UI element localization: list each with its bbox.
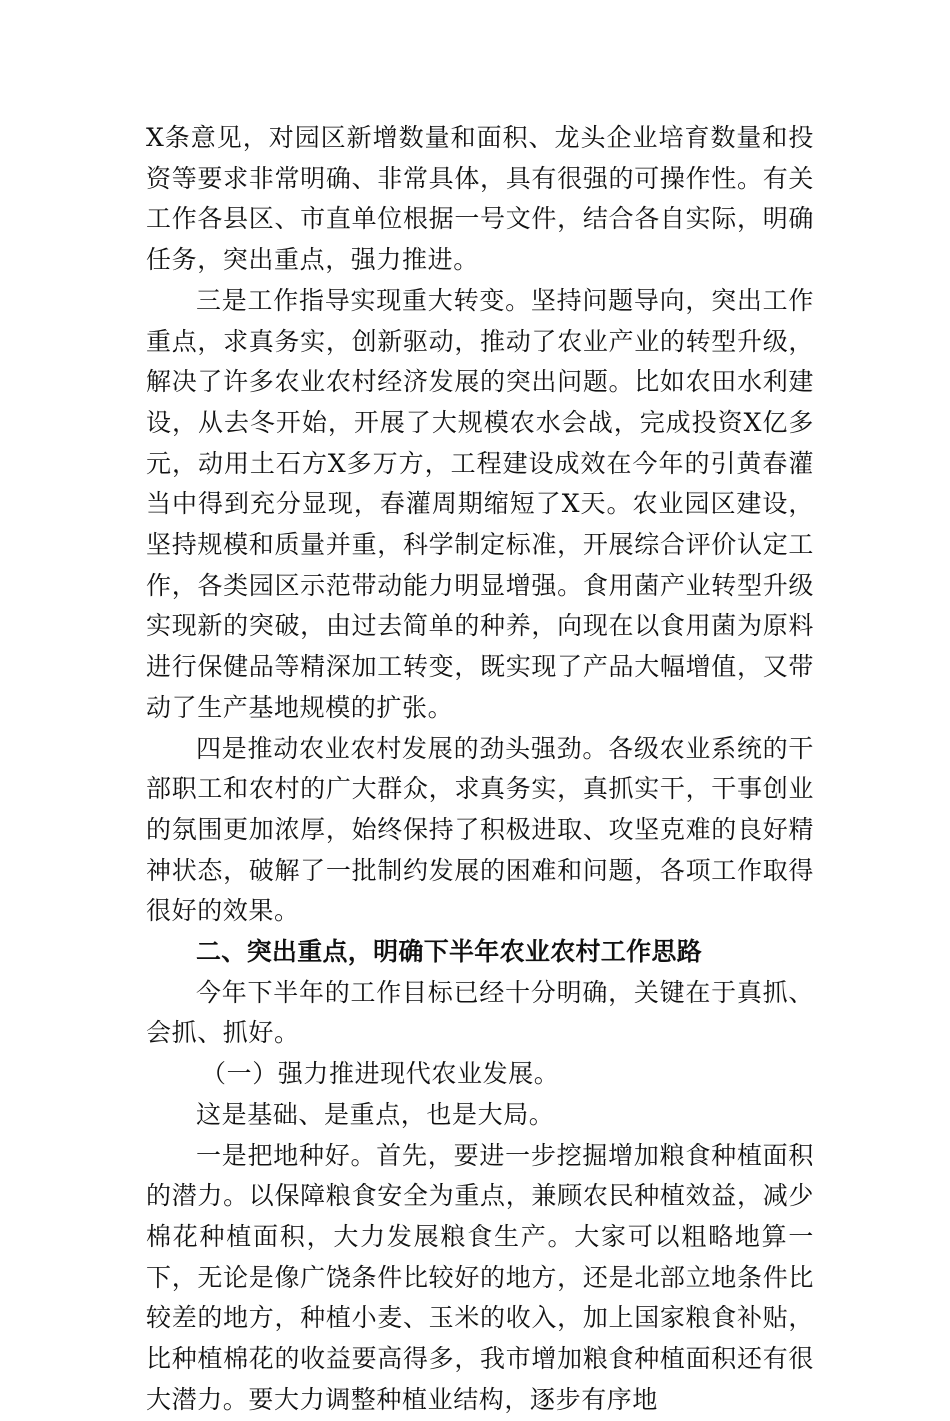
paragraph-item-four: 四是推动农业农村发展的劲头强劲。各级农业系统的干部职工和农村的广大群众，求真务实，真抓实干，干事创业的氛围更加浓厚，始终保持了积极进取、攻坚克难的良好精神状态，破解了一批制约发展的困难和问题，各项工作取得很好的效果。 [146, 733, 814, 926]
paragraph-continuation: X条意见，对园区新增数量和面积、龙头企业培育数量和投资等要求非常明确、非常具体，具有很强的可操作性。有关工作各县区、市直单位根据一号文件，结合各自实际，明确任务，突出重点，强力推进。 [146, 123, 814, 275]
paragraph-item-three: 三是工作指导实现重大转变。坚持问题导向，突出工作重点，求真务实，创新驱动，推动了农业产业的转型升级，解决了许多农业农村经济发展的突出问题。比如农田水利建设，从去冬开始，开展了大规模农水会战，完成投资X亿多元，动用土石方X多万方，工程建设成效在今年的引黄春灌当中得到充分显现，春灌周期缩短了X天。农业园区建设，坚持规模和质量并重，科学制定标准，开展综合评价认定工作，各类园区示范带动能力明显增强。食用菌产业转型升级实现新的突破，由过去简单的种养，向现在以食用菌为原料进行保健品等精深加工转变，既实现了产品大幅增值，又带动了生产基地规模的扩张。 [146, 285, 814, 722]
document-body [146, 118, 814, 1421]
paragraph-item-one: 一是把地种好。首先，要进一步挖掘增加粮食种植面积的潜力。以保障粮食安全为重点，兼顾农民种植效益，减少棉花种植面积，大力发展粮食生产。大家可以粗略地算一下，无论是像广饶条件比较好的地方，还是北部立地条件比较差的地方，种植小麦、玉米的收入，加上国家粮食补贴，比种植棉花的收益要高得多，我市增加粮食种植面积还有很大潜力。要大力调整种植业结构，逐步有序地 [146, 1140, 814, 1414]
paragraph-work-goal: 今年下半年的工作目标已经十分明确，关键在于真抓、会抓、抓好。 [146, 977, 814, 1048]
section-heading-two: 二、突出重点，明确下半年农业农村工作思路 [196, 937, 703, 967]
subsection-heading-one: （一）强力推进现代农业发展。 [201, 1059, 560, 1089]
paragraph-basis: 这是基础、是重点，也是大局。 [196, 1099, 555, 1129]
